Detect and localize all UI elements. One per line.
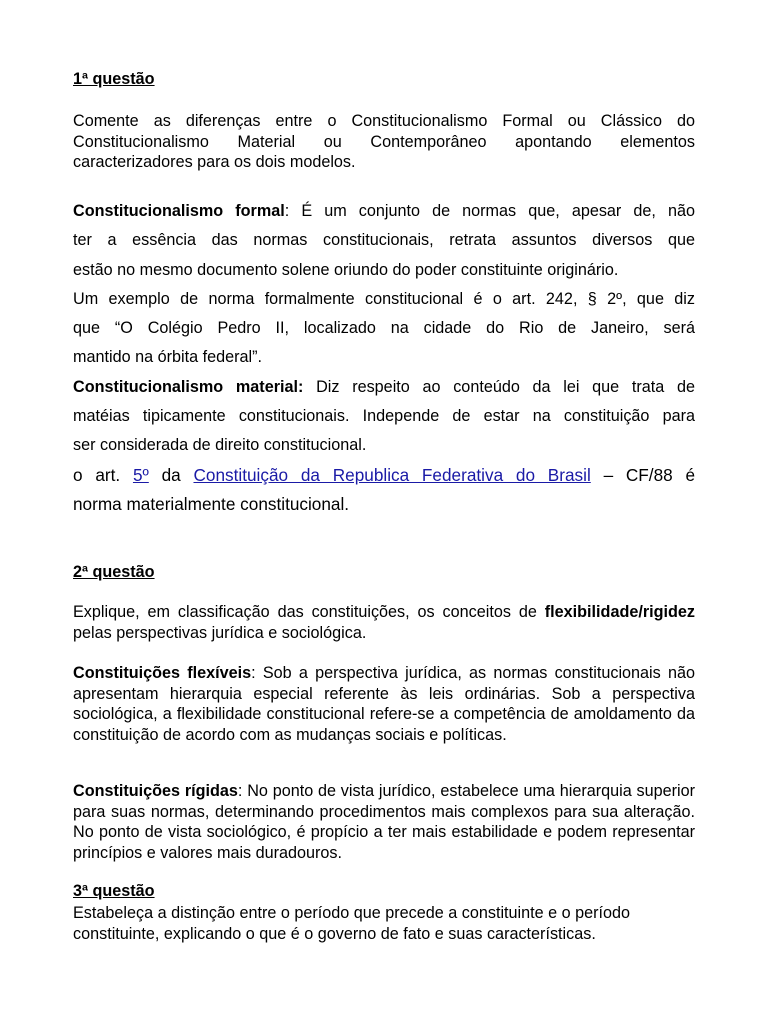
q2-rigid-paragraph — [73, 781, 695, 863]
art-5-link[interactable]: 5º — [132, 465, 149, 485]
q2-rigid-text: : No ponto de vista jurídico, estabelece uma hierarquia superior para suas normas, determinando procedimentos mais complexos para sua alteração. No ponto de vista sociológico, é propício a ter mais estabilidade e podem representar princípios e valores mais duradouros. — [73, 782, 695, 862]
q1-question: Comente as diferenças entre o Constitucionalismo Formal ou Clássico do Constitucionalismo Material ou Contemporâneo apontando elementos caracterizadores para os dois modelos. — [73, 112, 695, 171]
q2-question — [73, 602, 695, 643]
q1-material-line-3: ser considerada de direito constitucional. — [73, 436, 367, 455]
q1-formal-line-2: ter a essência das normas constitucionais, retrata assuntos diversos que — [73, 231, 695, 250]
q1-heading: 1ª questão — [73, 70, 155, 88]
q2-flexible-paragraph — [73, 663, 695, 745]
q2-heading: 2ª questão — [73, 563, 155, 581]
q2-question-term: flexibilidade/rigidez — [544, 603, 695, 621]
q1-formal-line-1 — [73, 197, 695, 226]
q1-article-paragraph — [73, 461, 695, 519]
q1-art-prefix: o art. — [73, 465, 121, 485]
q3-heading: 3ª questão — [73, 882, 155, 900]
q1-article-line-1 — [73, 461, 695, 490]
q1-material-line-2: matéias tipicamente constitucionais. Independe de estar na constituição para — [73, 407, 695, 426]
q1-art-suffix: – CF/88 é — [603, 465, 696, 485]
q1-article-line-2: norma materialmente constitucional. — [73, 494, 350, 514]
q1-formal-paragraph — [73, 197, 695, 461]
q1-example-line-2: que “O Colégio Pedro II, localizado na cidade do Rio de Janeiro, será — [73, 319, 695, 338]
q2-rigid-term: Constituições rígidas — [73, 782, 238, 800]
q1-example-line-1: Um exemplo de norma formalmente constitucional é o art. 242, § 2º, que diz — [73, 289, 695, 308]
q1-material-text-1: Diz respeito ao conteúdo da lei que trata de — [303, 377, 695, 396]
q1-formal-line-3: estão no mesmo documento solene oriundo do poder constituinte originário. — [73, 260, 619, 279]
q1-formal-text-1: : É um conjunto de normas que, apesar de, não — [284, 202, 695, 220]
q1-formal-term: Constitucionalismo formal — [73, 202, 285, 220]
q1-material-line-1 — [73, 373, 695, 402]
q2-question-post: pelas perspectivas jurídica e sociológica. — [73, 623, 367, 642]
q1-example-line-3: mantido na órbita federal”. — [73, 348, 262, 367]
q1-art-mid: da — [161, 465, 181, 485]
q1-material-term: Constitucionalismo material: — [73, 377, 304, 396]
q2-flex-term: Constituições flexíveis — [73, 664, 252, 682]
q3-question: Estabeleça a distinção entre o período que precede a constituinte e o período constituinte, explicando o que é o governo de fato e suas características. — [73, 904, 631, 943]
q2-flex-text: : Sob a perspectiva jurídica, as normas constitucionais não apresentam hierarquia especial referente às leis ordinárias. Sob a perspectiva sociológica, a flexibilidade constitucional refere-se a competência de amoldamento da constituição de acordo com as mudanças sociais e políticas. — [73, 664, 695, 744]
constituicao-link[interactable]: Constituição da Republica Federativa do Brasil — [193, 465, 591, 485]
q2-question-pre: Explique, em classificação das constituições, os conceitos de — [73, 603, 537, 621]
